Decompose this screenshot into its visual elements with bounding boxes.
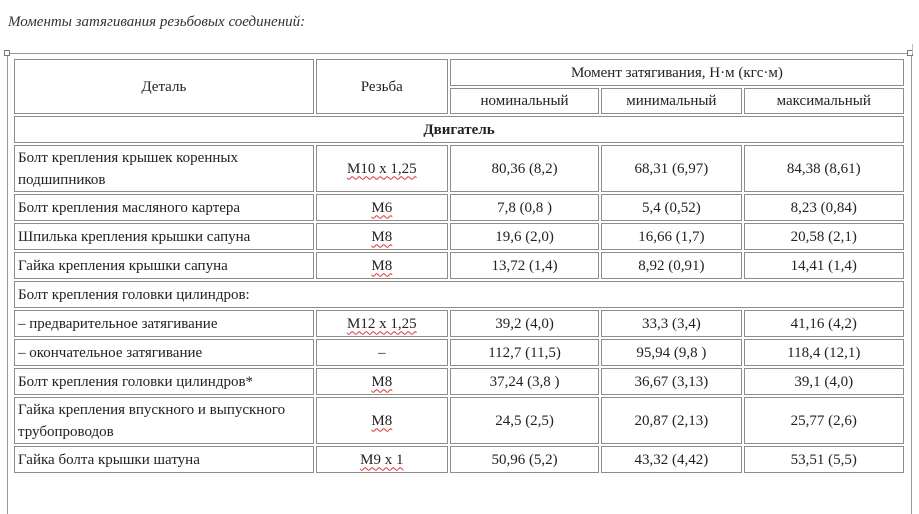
cell-part: Гайка болта крышки шатуна — [14, 446, 314, 473]
cell-thread: М8 — [316, 368, 448, 395]
cell-part: Гайка крепления крышки сапуна — [14, 252, 314, 279]
cell-maximum: 84,38 (8,61) — [744, 145, 905, 192]
cell-thread: М8 — [316, 397, 448, 444]
cell-thread: М6 — [316, 194, 448, 221]
cell-nominal: 80,36 (8,2) — [450, 145, 599, 192]
cell-minimum: 5,4 (0,52) — [601, 194, 741, 221]
cell-maximum: 25,77 (2,6) — [744, 397, 905, 444]
header-nominal: номинальный — [450, 88, 599, 114]
cell-thread: М8 — [316, 223, 448, 250]
cell-maximum: 39,1 (4,0) — [744, 368, 905, 395]
table-row — [14, 252, 904, 279]
cell-thread: М12 х 1,25 — [316, 310, 448, 337]
header-torque: Момент затягивания, Н·м (кгс·м) — [450, 59, 904, 86]
cell-maximum: 41,16 (4,2) — [744, 310, 905, 337]
cell-maximum: 53,51 (5,5) — [744, 446, 905, 473]
cell-nominal: 19,6 (2,0) — [450, 223, 599, 250]
cell-thread: М8 — [316, 252, 448, 279]
cell-minimum: 33,3 (3,4) — [601, 310, 741, 337]
cell-nominal: 37,24 (3,8 ) — [450, 368, 599, 395]
cell-minimum: 95,94 (9,8 ) — [601, 339, 741, 366]
cell-thread: – — [316, 339, 448, 366]
table-row — [14, 145, 904, 192]
cell-part: – окончательное затягивание — [14, 339, 314, 366]
table-row — [14, 281, 904, 308]
cell-minimum: 20,87 (2,13) — [601, 397, 741, 444]
table-row — [14, 223, 904, 250]
cell-maximum: 118,4 (12,1) — [744, 339, 905, 366]
table-row — [14, 339, 904, 366]
table-row — [14, 446, 904, 473]
cell-thread: М9 х 1 — [316, 446, 448, 473]
cell-minimum: 16,66 (1,7) — [601, 223, 741, 250]
table-row — [14, 397, 904, 444]
table-row — [14, 368, 904, 395]
cell-part: Болт крепления масляного картера — [14, 194, 314, 221]
scroll-edge — [912, 44, 918, 54]
cell-nominal: 50,96 (5,2) — [450, 446, 599, 473]
cell-part: Гайка крепления впускного и выпускного трубопроводов — [14, 397, 314, 444]
header-part: Деталь — [14, 59, 314, 114]
table-row — [14, 194, 904, 221]
cell-minimum: 8,92 (0,91) — [601, 252, 741, 279]
cell-minimum: 68,31 (6,97) — [601, 145, 741, 192]
cell-maximum: 20,58 (2,1) — [744, 223, 905, 250]
cell-part: Болт крепления головки цилиндров* — [14, 368, 314, 395]
cell-thread: М10 х 1,25 — [316, 145, 448, 192]
cell-nominal: 7,8 (0,8 ) — [450, 194, 599, 221]
cell-subheading: Болт крепления головки цилиндров: — [14, 281, 904, 308]
cell-maximum: 8,23 (0,84) — [744, 194, 905, 221]
cell-nominal: 39,2 (4,0) — [450, 310, 599, 337]
header-maximum: максимальный — [744, 88, 905, 114]
cell-maximum: 14,41 (1,4) — [744, 252, 905, 279]
resize-handle-left[interactable] — [4, 50, 10, 56]
page-title: Моменты затягивания резьбовых соединений: — [8, 14, 306, 30]
section-engine: Двигатель — [14, 116, 904, 143]
header-thread: Резьба — [316, 59, 448, 114]
cell-part: – предварительное затягивание — [14, 310, 314, 337]
cell-nominal: 13,72 (1,4) — [450, 252, 599, 279]
cell-part: Шпилька крепления крышки сапуна — [14, 223, 314, 250]
cell-minimum: 43,32 (4,42) — [601, 446, 741, 473]
table-row — [14, 310, 904, 337]
cell-minimum: 36,67 (3,13) — [601, 368, 741, 395]
torque-table — [12, 57, 906, 475]
cell-part: Болт крепления крышек коренных подшипников — [14, 145, 314, 192]
cell-nominal: 24,5 (2,5) — [450, 397, 599, 444]
header-minimum: минимальный — [601, 88, 741, 114]
cell-nominal: 112,7 (11,5) — [450, 339, 599, 366]
